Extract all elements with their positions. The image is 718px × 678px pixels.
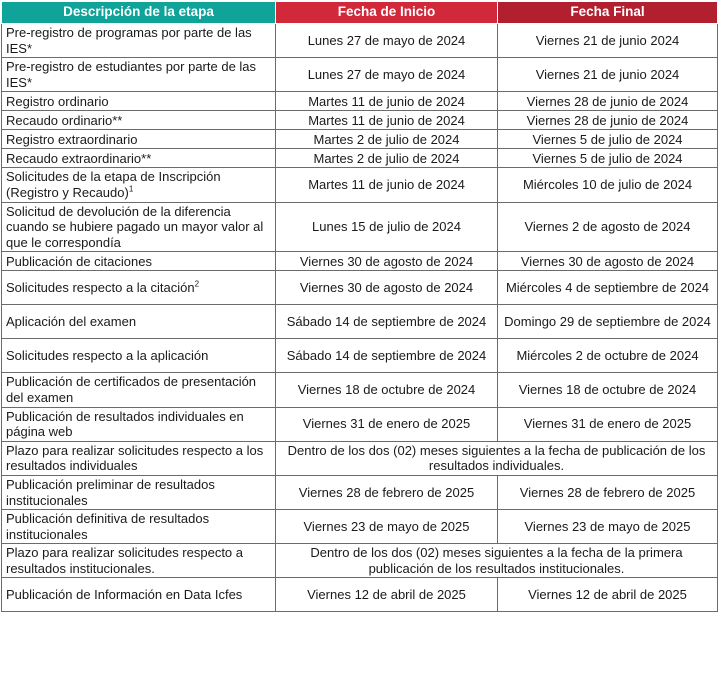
footnote-marker: 1 [128,184,134,194]
stage-cell: Publicación de citaciones [2,252,276,271]
stage-cell: Registro extraordinario [2,130,276,149]
stage-cell: Plazo para realizar solicitudes respecto a los resultados individuales [2,441,276,475]
end-date-cell: Viernes 18 de octubre de 2024 [498,373,718,407]
table-row [2,168,718,202]
start-date-cell: Viernes 23 de mayo de 2025 [276,510,498,544]
header-end-date: Fecha Final [498,2,718,24]
header-stage: Descripción de la etapa [2,2,276,24]
end-date-cell: Domingo 29 de septiembre de 2024 [498,305,718,339]
period-cell: Dentro de los dos (02) meses siguientes a la fecha de publicación de los resultados individuales. [276,441,718,475]
start-date-cell: Sábado 14 de septiembre de 2024 [276,339,498,373]
end-date-cell: Viernes 21 de junio 2024 [498,24,718,58]
end-date-cell: Viernes 28 de junio de 2024 [498,92,718,111]
stage-text: Solicitudes respecto a la citación [6,280,195,296]
start-date-cell: Martes 11 de junio de 2024 [276,168,498,202]
start-date-cell: Viernes 30 de agosto de 2024 [276,252,498,271]
table-row [2,475,718,509]
stage-cell: Pre-registro de programas por parte de las IES* [2,24,276,58]
start-date-cell: Martes 2 de julio de 2024 [276,149,498,168]
stage-cell [2,271,276,305]
table-row [2,252,718,271]
table-row [2,271,718,305]
start-date-cell: Lunes 27 de mayo de 2024 [276,24,498,58]
end-date-cell: Viernes 31 de enero de 2025 [498,407,718,441]
table-row [2,58,718,92]
end-date-cell: Viernes 21 de junio 2024 [498,58,718,92]
table-row [2,130,718,149]
stage-cell: Plazo para realizar solicitudes respecto a resultados institucionales. [2,544,276,578]
end-date-cell: Viernes 28 de junio de 2024 [498,111,718,130]
stage-cell: Aplicación del examen [2,305,276,339]
start-date-cell: Martes 11 de junio de 2024 [276,111,498,130]
start-date-cell: Viernes 12 de abril de 2025 [276,578,498,612]
end-date-cell: Viernes 28 de febrero de 2025 [498,475,718,509]
table-row [2,24,718,58]
schedule-table [1,1,718,612]
table-row [2,407,718,441]
end-date-cell: Viernes 12 de abril de 2025 [498,578,718,612]
footnote-marker: 2 [194,279,200,289]
stage-cell: Publicación de Información en Data Icfes [2,578,276,612]
start-date-cell: Viernes 31 de enero de 2025 [276,407,498,441]
table-row [2,111,718,130]
stage-cell: Solicitud de devolución de la diferencia cuando se hubiere pagado un mayor valor al que le correspondía [2,202,276,252]
period-cell: Dentro de los dos (02) meses siguientes a la fecha de la primera publicación de los resultados institucionales. [276,544,718,578]
end-date-cell: Viernes 30 de agosto de 2024 [498,252,718,271]
table-row [2,578,718,612]
table-row [2,339,718,373]
end-date-cell: Miércoles 2 de octubre de 2024 [498,339,718,373]
end-date-cell: Viernes 5 de julio de 2024 [498,149,718,168]
start-date-cell: Viernes 30 de agosto de 2024 [276,271,498,305]
end-date-cell: Miércoles 10 de julio de 2024 [498,168,718,202]
end-date-cell: Viernes 2 de agosto de 2024 [498,202,718,252]
table-row [2,544,718,578]
start-date-cell: Martes 2 de julio de 2024 [276,130,498,149]
stage-cell: Publicación preliminar de resultados institucionales [2,475,276,509]
header-start-date: Fecha de Inicio [276,2,498,24]
table-row [2,510,718,544]
table-row [2,441,718,475]
table-row [2,149,718,168]
end-date-cell: Viernes 23 de mayo de 2025 [498,510,718,544]
stage-text: Solicitudes de la etapa de Inscripción (Registro y Recaudo) [6,169,221,200]
start-date-cell: Sábado 14 de septiembre de 2024 [276,305,498,339]
table-row [2,305,718,339]
start-date-cell: Lunes 15 de julio de 2024 [276,202,498,252]
start-date-cell: Viernes 28 de febrero de 2025 [276,475,498,509]
start-date-cell: Lunes 27 de mayo de 2024 [276,58,498,92]
stage-cell: Publicación de certificados de presentación del examen [2,373,276,407]
table-row [2,373,718,407]
stage-cell: Publicación de resultados individuales en página web [2,407,276,441]
stage-cell [2,168,276,202]
start-date-cell: Martes 11 de junio de 2024 [276,92,498,111]
stage-cell: Pre-registro de estudiantes por parte de las IES* [2,58,276,92]
table-row [2,202,718,252]
end-date-cell: Miércoles 4 de septiembre de 2024 [498,271,718,305]
stage-cell: Solicitudes respecto a la aplicación [2,339,276,373]
stage-cell: Publicación definitiva de resultados institucionales [2,510,276,544]
stage-cell: Registro ordinario [2,92,276,111]
header-row [2,2,718,24]
end-date-cell: Viernes 5 de julio de 2024 [498,130,718,149]
stage-cell: Recaudo extraordinario** [2,149,276,168]
table-row [2,92,718,111]
start-date-cell: Viernes 18 de octubre de 2024 [276,373,498,407]
stage-cell: Recaudo ordinario** [2,111,276,130]
